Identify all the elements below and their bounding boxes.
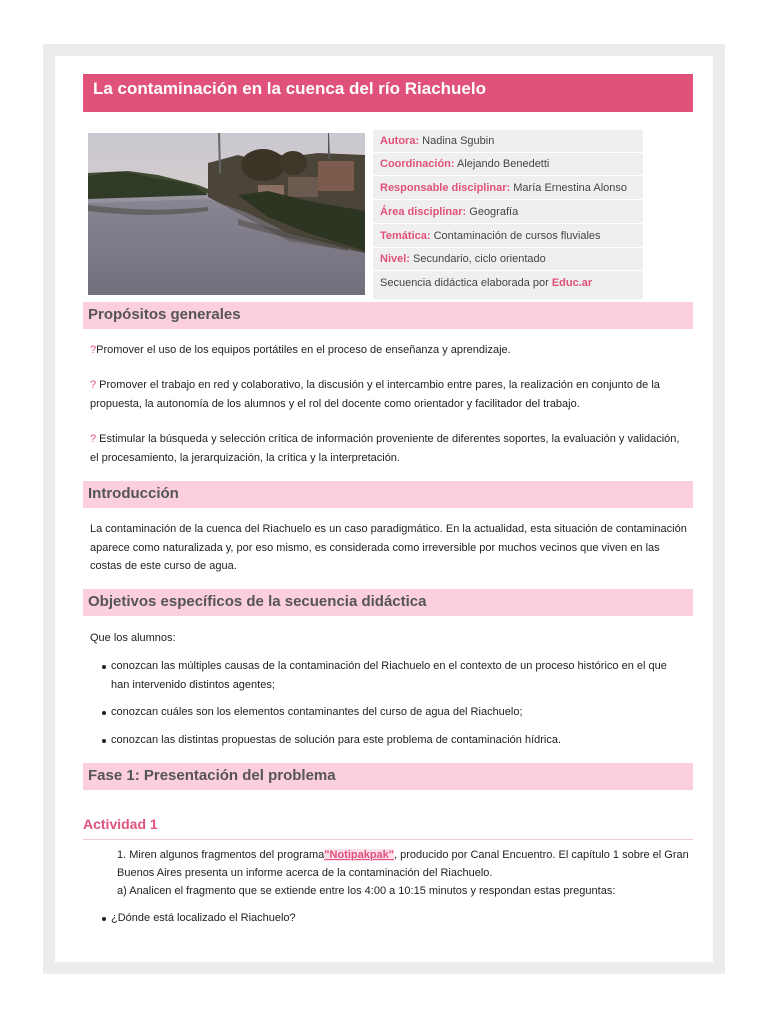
- meta-label: Responsable disciplinar:: [380, 182, 511, 194]
- meta-label: Nivel:: [380, 253, 410, 265]
- meta-value: Nadina Sgubin: [422, 135, 495, 147]
- meta-row-responsable: [373, 177, 643, 200]
- proposito-item: [90, 341, 688, 360]
- meta-row-nivel: [373, 248, 643, 271]
- list-item: [100, 909, 685, 928]
- objetivos-intro: Que los alumnos:: [90, 632, 176, 644]
- introduccion-text: La contaminación de la cuenca del Riachuelo es un caso paradigmático. En la actualidad, esta situación de contaminación aparece como naturalizada y, por eso mismo, es considerada como irreversible por muchos vecinos que viven en las costas de este curso de agua.: [90, 523, 687, 572]
- page-title: La contaminación en la cuenca del río Riachuelo: [83, 74, 693, 112]
- meta-value: Secundario, ciclo orientado: [413, 253, 546, 265]
- bullet-dot-icon: [102, 711, 106, 715]
- list-item: [100, 657, 685, 694]
- step-text-suffix: , producido por Canal Encuentro. El capítulo 1 sobre el Gran Buenos Aires presenta un informe acerca de la contaminación del Riachuelo.: [117, 849, 689, 879]
- notipakpak-link[interactable]: "Notipakpak": [324, 849, 395, 861]
- educar-link[interactable]: Educ.ar: [551, 277, 593, 289]
- meta-value: María Ernestina Alonso: [513, 182, 627, 194]
- section-heading-introduccion: Introducción: [83, 481, 693, 508]
- meta-row-tematica: [373, 225, 643, 248]
- page-background: [43, 44, 725, 974]
- meta-value: Geografía: [469, 206, 519, 218]
- activity-title: Actividad 1: [83, 816, 693, 840]
- meta-value: Alejando Benedetti: [457, 158, 550, 170]
- step-subtext: a) Analicen el fragmento que se extiende entre los 4:00 a 10:15 minutos y respondan estas preguntas:: [117, 885, 616, 897]
- meta-label: Área disciplinar:: [380, 206, 467, 218]
- unknown-glyph-icon: ?: [90, 379, 97, 391]
- proposito-text: Promover el uso de los equipos portátiles en el proceso de enseñanza y aprendizaje.: [96, 344, 511, 356]
- meta-row-credit: [373, 272, 643, 295]
- section-heading-propositos: Propósitos generales: [83, 302, 693, 329]
- meta-label: Autora:: [380, 135, 420, 147]
- metadata-panel: [373, 130, 643, 299]
- bullet-dot-icon: [102, 917, 106, 921]
- step-text: 1. Miren algunos fragmentos del programa: [117, 849, 325, 861]
- proposito-text: Estimular la búsqueda y selección crítica de información proveniente de diferentes soportes, la evaluación y validación, el procesamiento, la jerarquización, la crítica y la interpretación.: [90, 433, 680, 464]
- proposito-text: Promover el trabajo en red y colaborativo, la discusión y el intercambio entre pares, la realización en conjunto de la propuesta, la autonomía de los alumnos y el rol del docente como orientador y facilitador del trabajo.: [90, 379, 660, 410]
- credit-text: Secuencia didáctica elaborada por: [380, 277, 549, 289]
- meta-label: Coordinación:: [380, 158, 455, 170]
- meta-row-autora: [373, 130, 643, 153]
- list-item-text: conozcan las múltiples causas de la contaminación del Riachuelo en el contexto de un proceso histórico en el que han intervenido distintos agentes;: [111, 660, 667, 691]
- proposito-item: [90, 430, 688, 467]
- section-heading-objetivos: Objetivos específicos de la secuencia didáctica: [83, 589, 693, 616]
- riachuelo-photo: [88, 133, 365, 295]
- list-item: [100, 703, 685, 722]
- meta-value: Contaminación de cursos fluviales: [433, 230, 601, 242]
- content-card: [55, 56, 713, 962]
- unknown-glyph-icon: ?: [90, 344, 97, 356]
- meta-label: Temática:: [380, 230, 431, 242]
- question-text: ¿Dónde está localizado el Riachuelo?: [111, 912, 296, 924]
- list-item-text: conozcan cuáles son los elementos contaminantes del curso de agua del Riachuelo;: [111, 706, 523, 718]
- meta-row-coordinacion: [373, 153, 643, 176]
- section-heading-fase1: Fase 1: Presentación del problema: [83, 763, 693, 790]
- list-item-text: conozcan las distintas propuestas de solución para este problema de contaminación hídrica.: [111, 734, 562, 746]
- proposito-item: [90, 376, 688, 413]
- bullet-dot-icon: [102, 739, 106, 743]
- meta-row-area: [373, 201, 643, 224]
- unknown-glyph-icon: ?: [90, 433, 97, 445]
- bullet-dot-icon: [102, 665, 106, 669]
- list-item: [100, 731, 685, 750]
- activity-step: [117, 846, 692, 900]
